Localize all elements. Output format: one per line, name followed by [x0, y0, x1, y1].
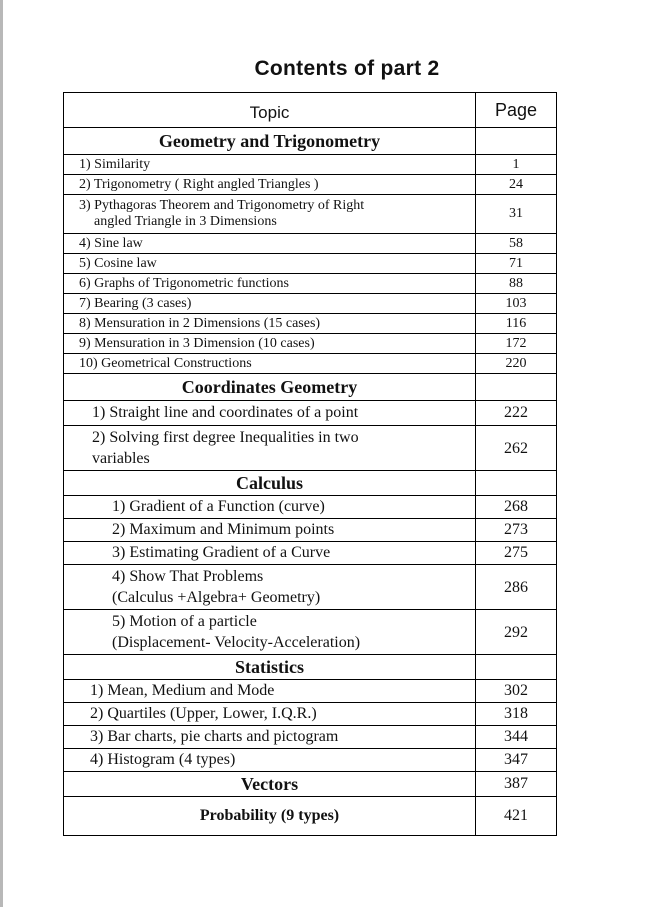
section-heading: Geometry and Trigonometry: [64, 128, 476, 155]
item-title: Gradient of a Function (curve): [129, 498, 325, 515]
topic-cell: [64, 294, 476, 314]
item-number: 4): [79, 235, 91, 251]
toc-entry-row: [64, 294, 557, 314]
page-number: 220: [476, 354, 557, 374]
page-number: 222: [476, 401, 557, 426]
topic-cell: [64, 542, 476, 565]
item-title: Bar charts, pie charts and pictogram: [107, 728, 339, 745]
item-title-continuation: (Displacement- Velocity-Acceleration): [112, 634, 361, 651]
topic-text: [92, 404, 358, 421]
topic-text: [112, 568, 263, 585]
page-number: 292: [476, 610, 557, 655]
toc-entry-row: [64, 354, 557, 374]
contents-table: [63, 92, 557, 836]
topic-cell: [64, 680, 476, 703]
topic-cell: [64, 519, 476, 542]
item-title: Histogram (4 types): [107, 751, 236, 768]
item-title-continuation: (Calculus +Algebra+ Geometry): [112, 589, 321, 606]
topic-cell: [64, 314, 476, 334]
item-title-continuation: angled Triangle in 3 Dimensions: [94, 214, 277, 229]
item-title: Estimating Gradient of a Curve: [129, 544, 331, 561]
toc-entry-row: [64, 234, 557, 254]
toc-entry-row: [64, 401, 557, 426]
topic-text: [112, 498, 325, 515]
item-title: Similarity: [94, 156, 151, 172]
topic-cell: [64, 426, 476, 471]
toc-entry-row: [64, 610, 557, 655]
topic-cell: [64, 401, 476, 426]
section-heading: Coordinates Geometry: [64, 374, 476, 401]
toc-entry-row: [64, 155, 557, 175]
item-title: Solving first degree Inequalities in two: [109, 429, 359, 446]
page-number: 273: [476, 519, 557, 542]
item-number: 6): [79, 275, 91, 291]
item-title: Graphs of Trigonometric functions: [94, 275, 289, 291]
page-column-header: Page: [476, 93, 557, 128]
topic-column-header: Topic: [64, 93, 476, 128]
section-vectors: [64, 772, 557, 797]
item-title: Geometrical Constructions: [101, 355, 252, 371]
item-title: Mensuration in 2 Dimensions (15 cases): [94, 315, 321, 331]
topic-cell: [64, 354, 476, 374]
section-geometry: [64, 128, 557, 155]
topic-text: [79, 335, 315, 351]
topic-cell: [64, 749, 476, 772]
topic-text: [79, 176, 319, 192]
page-number: 268: [476, 496, 557, 519]
toc-entry-row: [64, 334, 557, 354]
page-number: 302: [476, 680, 557, 703]
page-number: 31: [476, 195, 557, 234]
topic-cell: [64, 155, 476, 175]
topic-text: [79, 198, 365, 213]
topic-text: [79, 355, 252, 371]
item-title: Maximum and Minimum points: [129, 521, 335, 538]
section-heading: Calculus: [64, 471, 476, 496]
toc-entry-row: [64, 195, 557, 234]
toc-entry-row: [64, 726, 557, 749]
page-title: Contents of part 2: [254, 57, 440, 80]
item-title-continuation: variables: [92, 450, 150, 467]
topic-text: [112, 544, 330, 561]
toc-entry-row: [64, 519, 557, 542]
item-number: 4): [90, 751, 104, 768]
topic-text: [92, 429, 359, 446]
page-number: 286: [476, 565, 557, 610]
item-number: 3): [79, 198, 91, 213]
page-number: 318: [476, 703, 557, 726]
page-number: 421: [476, 797, 557, 836]
topic-cell: [64, 254, 476, 274]
section-calculus: [64, 471, 557, 496]
topic-text: [79, 156, 151, 172]
toc-entry-row: [64, 565, 557, 610]
toc-entry-row: [64, 542, 557, 565]
page-number: 347: [476, 749, 557, 772]
topic-text: [79, 315, 321, 331]
topic-text: [79, 275, 289, 291]
section-heading: Statistics: [64, 655, 476, 680]
toc-entry-row: [64, 680, 557, 703]
topic-text: [79, 255, 157, 271]
topic-text: [90, 705, 317, 722]
left-margin-rule: [0, 0, 3, 907]
item-title: Sine law: [94, 235, 143, 251]
item-number: 3): [90, 728, 104, 745]
item-number: 2): [112, 521, 126, 538]
page-number: 262: [476, 426, 557, 471]
section-coordinates: [64, 374, 557, 401]
item-number: 5): [112, 613, 126, 630]
topic-cell: [64, 195, 476, 234]
item-number: 1): [112, 498, 126, 515]
topic-cell: [64, 175, 476, 195]
section-heading: Probability (9 types): [64, 797, 476, 836]
item-number: 7): [79, 295, 91, 311]
section-probability: [64, 797, 557, 836]
topic-text: [112, 613, 257, 630]
page-number: 71: [476, 254, 557, 274]
item-title: Quartiles (Upper, Lower, I.Q.R.): [107, 705, 317, 722]
page-number: 58: [476, 234, 557, 254]
table-header-row: [64, 93, 557, 128]
item-number: 10): [79, 355, 98, 371]
item-number: 1): [92, 404, 106, 421]
toc-entry-row: [64, 426, 557, 471]
item-number: 2): [92, 429, 106, 446]
topic-text: [112, 521, 334, 538]
item-title: Bearing (3 cases): [94, 295, 192, 311]
toc-entry-row: [64, 274, 557, 294]
item-number: 1): [90, 682, 104, 699]
page-number: 116: [476, 314, 557, 334]
item-number: 3): [112, 544, 126, 561]
page-number: 387: [476, 772, 557, 797]
section-heading: Vectors: [64, 772, 476, 797]
item-title: Trigonometry ( Right angled Triangles ): [93, 176, 319, 192]
topic-cell: [64, 565, 476, 610]
page-number: 344: [476, 726, 557, 749]
item-number: 8): [79, 315, 91, 331]
topic-cell: [64, 726, 476, 749]
topic-cell: [64, 234, 476, 254]
toc-entry-row: [64, 314, 557, 334]
item-title: Pythagoras Theorem and Trigonometry of Right: [94, 198, 365, 213]
page-number: 88: [476, 274, 557, 294]
item-number: 2): [79, 176, 91, 192]
item-number: 4): [112, 568, 126, 585]
toc-entry-row: [64, 175, 557, 195]
page-number: 1: [476, 155, 557, 175]
topic-cell: [64, 274, 476, 294]
item-number: 2): [90, 705, 104, 722]
topic-text: [79, 235, 143, 251]
topic-text: [90, 682, 274, 699]
toc-entry-row: [64, 254, 557, 274]
page-number: 24: [476, 175, 557, 195]
topic-cell: [64, 703, 476, 726]
page-number: 172: [476, 334, 557, 354]
item-number: 1): [79, 156, 91, 172]
topic-text: [90, 751, 235, 768]
item-title: Mean, Medium and Mode: [107, 682, 275, 699]
page-number: 275: [476, 542, 557, 565]
item-title: Straight line and coordinates of a point: [109, 404, 359, 421]
topic-cell: [64, 496, 476, 519]
page-number: 103: [476, 294, 557, 314]
topic-cell: [64, 334, 476, 354]
toc-entry-row: [64, 496, 557, 519]
toc-entry-row: [64, 749, 557, 772]
item-number: 5): [79, 255, 91, 271]
section-statistics: [64, 655, 557, 680]
item-title: Cosine law: [94, 255, 157, 271]
toc-entry-row: [64, 703, 557, 726]
topic-text: [79, 295, 192, 311]
item-title: Show That Problems: [129, 568, 264, 585]
topic-text: [90, 728, 338, 745]
item-title: Motion of a particle: [129, 613, 257, 630]
item-title: Mensuration in 3 Dimension (10 cases): [94, 335, 315, 351]
item-number: 9): [79, 335, 91, 351]
topic-cell: [64, 610, 476, 655]
